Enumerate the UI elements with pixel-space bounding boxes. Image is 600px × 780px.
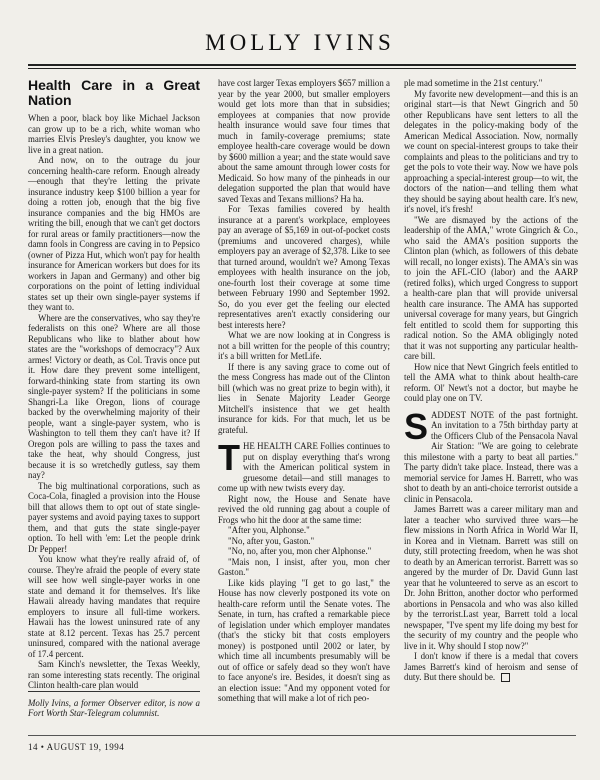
paragraph: Where are the conservatives, who say they're federalists on this one? Where are all those Republicans who like to blather about how states are the "workshops of democracy"? Aux armes! Victory or death, as Col. Travis once put it. How dare they prevent some intelligent, forward-thinking state from starting its own single-payer system? If the politicians in some Shangri-La like Oregon, lions of courage backed by the overwhelming majority of their people, want a single-payer system, who is Washington to tell them they can't have it? If Oregon pols are willing to pass the taxes and take the heat, why should Congress, just because it is so wretchedly gutless, say them nay? [28, 312, 200, 480]
article-column-3 [404, 78, 578, 683]
paragraph: ple mad sometime in the 21st century." [404, 78, 543, 88]
article-headline: Health Care in a Great Nation [28, 77, 200, 108]
paragraph: Like kids playing "I get to go last," the House has now cleverly postponed its vote on health-care reform until the Senate votes. The Senate, in turn, has crafted a remarkable piece of legislation under which employer mandates (that's the sticky bit that costs employers money) is postponed until 2002 or later, by which time all incumbents presumably will be out of office or safely dead so they won't have to face anyone's ire. Besides, it doesn't sing as an election issue: "And my opponent voted for something that will make a lot of rich peo- [218, 577, 390, 703]
page-footer: 14 • AUGUST 19, 1994 [28, 742, 125, 752]
paragraph: "No, after you, Gaston." [228, 535, 315, 546]
article-column-1 [28, 78, 200, 719]
paragraph: What we are now looking at in Congress is not a bill written for the people of this country; it's a bill written for MetLife. [218, 330, 390, 361]
drop-cap: T [218, 437, 240, 478]
paragraph: How nice that Newt Gingrich feels entitled to tell the AMA what to think about health-care reform. Ol' Newt's not a doctor, but maybe he could play one on TV. [404, 361, 578, 403]
paragraph: "After you, Alphonse." [228, 525, 310, 535]
column-header: MOLLY IVINS [205, 30, 395, 55]
paragraph: And now, on to the outrage du jour concerning health-care reform. Enough already—enough that they're letting the private insurance industry keep $100 billion a year for doing a rotten job, enough that the big five insurance companies and the big HMOs are writing the bill, enough that we can't get doctors for rural areas or family practitioners—now the damn fools in Congress are caving in to Pepsico (owner of Pizza Hut, which won't pay for health insurance for American workers but does for its workers in Japan and Germany) and other big corporations on the point of letting individual states set up their own single-payer systems if they want to. [28, 155, 200, 312]
paragraph: Right now, the House and Senate have revived the old running gag about a couple of Frogs who hit the door at the same time: [218, 493, 390, 525]
section-start-paragraph: THE HEALTH CARE Follies continues to put on display everything that's wrong with the American political system in gruesome detail—and still manages to come up with new twists every day. [218, 437, 390, 493]
footer-rule [28, 735, 576, 736]
header-rule-thin [28, 68, 576, 69]
article-column-2 [218, 78, 390, 704]
header-rule [28, 64, 576, 66]
paragraph: You know what they're really afraid of, of course. They're afraid the people of every state will see how well single-payer works in one state and demand it for themselves. It's like Hawaii already having mandates that require employers to insure all full-time workers. Hawaii has the lowest uninsured rate of any state at 8.12 percent. Texas has 25.7 percent uninsured, compared with the national average of 17.4 percent. [28, 554, 200, 659]
paragraph: "No, no, after you, mon cher Alphonse." [228, 546, 372, 556]
paragraph: For Texas families covered by health insurance at a parent's workplace, employees pay an average of $5,169 in out-of-pocket costs (premiums and uncovered charges), while employers pay an average of $2,378. Like to see that turned around, wouldn't we? Among Texas employees with health insurance on the job, one-fourth lost their coverage at some time between February 1990 and September 1992. So, do you ever get the feeling our elected representatives aren't exactly considering our best interests here? [218, 204, 391, 330]
section-start-paragraph: SADDEST NOTE of the past fortnight. An invitation to a 75th birthday party at the Officers Club of the Pensacola Naval Air Station: "We are going to celebrate this milestone with a party to beat all parties." The party didn't take place. Instead, there was a memorial service for James H. Barrett, who was shot to death by an anti-choice terrorist outside a clinic in Pensacola. [404, 405, 578, 504]
paragraph: If there is any saving grace to come out of the mess Congress has made out of the Clinton bill (which was no great prize to begin with), it lies in Senate Majority Leader George Mitchell's insistence that we get health insurance for kids. For that much, let us be grateful. [218, 361, 390, 435]
paragraph: "We are dismayed by the actions of the leadership of the AMA," wrote Gingrich & Co., who said the AMA's position supports the Clinton plan (which, as followers of this debate will recall, no longer exists). The AMA's sin was to join the AFL-CIO (labor) and the AARP (retired folks), which urged Congress to support a health-care plan that will provide universal health care insurance. The AMA has supported universal coverage for many years, but Gingrich felt entitled to scold them for supporting this radical notion. So the AMA obligingly noted that it was not supporting any particular health-care bill. [404, 214, 578, 361]
author-bio: Molly Ivins, a former Observer editor, is now a Fort Worth Star-Telegram columnist. [28, 691, 200, 719]
paragraph: have cost larger Texas employers $657 million a year by the year 2000, but smaller employers would get lots more than that in subsidies; employees at companies that now provide health insurance would save four times that much in family-coverage premiums; state employee health-care coverage would be down by $600 million a year; and the state would save about the same amount through lower costs for Medicaid. So how many of the pinheads in our delegation supported the plan that would have saved Texas and Texans millions? Ha ha. [218, 78, 390, 204]
paragraph: "Mais non, I insist, after you, mon cher Gaston." [218, 556, 390, 577]
end-mark-icon [501, 673, 510, 682]
paragraph: The big multinational corporations, such as Coca-Cola, finagled a provision into the House bill that allows them to opt out of state single-payer systems and avoid paying taxes to support them, and that guts the state single-payer option. To hell with 'em: Let the people drink Dr Pepper! [28, 480, 200, 554]
paragraph: When a poor, black boy like Michael Jackson can grow up to be a rich, white woman who marries Elvis Presley's daughter, you know we live in a great nation. [28, 113, 200, 155]
paragraph: James Barrett was a career military man and later a teacher who survived three wars—he flew missions in North Africa in World War II, in Korea and in Vietnam. Barrett was still on duty, still protecting freedom, when he was shot to death by an American terrorist. Barrett was so angered by the murder of Dr. David Gunn last year that he volunteered to serve as an escort to Dr. John Britton, another doctor who performed abortions in Pensacola and who was also killed by the terrorist.Last year, Barrett told a local newspaper, "I've spent my life doing my best for the security of my country and the people who live in it. Why should I stop now?" [404, 504, 578, 651]
drop-cap: S [404, 405, 429, 447]
paragraph: Sam Kinch's newsletter, the Texas Weekly, ran some interesting stats recently. The original Clinton health-care plan would [28, 659, 200, 690]
paragraph: My favorite new development—and this is an original start—is that Newt Gingrich and 50 other Republicans have sent letters to all the delegates in the policy-making body of the American Medical Association. Now, normally we count on special-interest groups to take their complaints and pleas to the politicians and try to get the pols to vote their way. Now we have pols approaching a special-interest group—to wit, the doctors of the nation—and telling them what they should be saying about health care. It's new, it's novel, it's fresh! [404, 88, 578, 214]
paragraph: I don't know if there is a medal that covers James Barrett's kind of heroism and sense of duty. But there should be. [404, 651, 578, 682]
